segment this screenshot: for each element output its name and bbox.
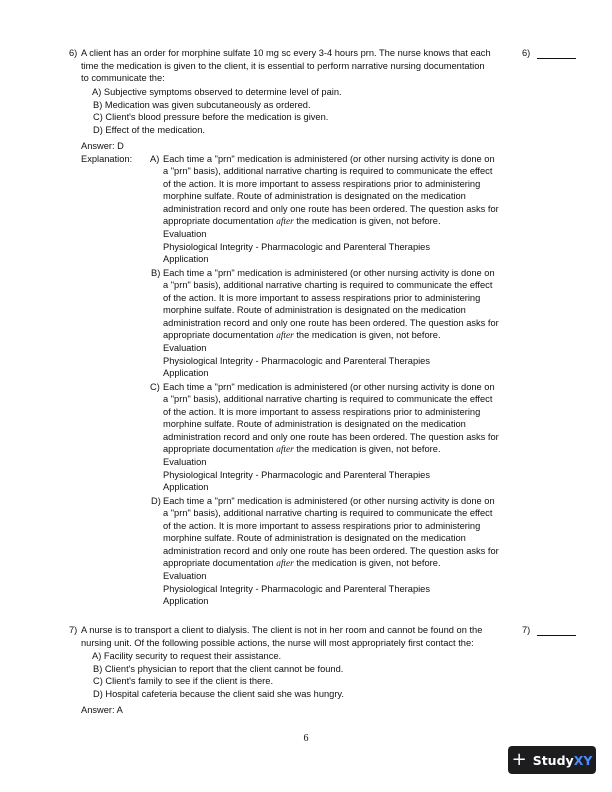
explanation-line: morphine sulfate. Route of administration is designated on the medication: [163, 419, 466, 430]
explanation-text: the medication is given, not before.: [293, 216, 441, 227]
q7-option-d: D) Hospital cafeteria because the client said she was hungry.: [93, 688, 344, 699]
explanation-line: morphine sulfate. Route of administration is designated on the medication: [163, 191, 466, 202]
explanation-line: administration record and only one route has been ordered. The question asks for: [163, 431, 499, 442]
explanation-level: Evaluation: [163, 457, 207, 468]
explanation-text: the medication is given, not before.: [293, 330, 441, 341]
explanation-block: [163, 267, 523, 380]
emphasis-text: after: [276, 445, 294, 456]
q6-answer-blank[interactable]: [537, 58, 576, 59]
explanation-letter: D): [151, 496, 161, 506]
brand-prefix: Study: [532, 752, 574, 768]
q6-option-b: B) Medication was given subcutaneously as ordered.: [93, 99, 311, 110]
explanation-level: Evaluation: [163, 229, 207, 240]
q6-option-c: C) Client's blood pressure before the medication is given.: [93, 112, 329, 122]
explanation-letter: C): [150, 382, 160, 392]
q7-number: 7): [69, 625, 78, 635]
explanation-line: Each time a "prn" medication is administered (or other nursing activity is done on: [163, 154, 495, 164]
explanation-line: of the action. It is more important to assess respirations prior to administering: [163, 520, 481, 531]
q6-stem-line-3: to communicate the:: [81, 73, 165, 83]
explanation-line: morphine sulfate. Route of administration is designated on the medication: [163, 533, 466, 544]
explanation-block: [163, 495, 523, 608]
explanation-category: Physiological Integrity - Pharmacologic and Parenteral Therapies: [163, 241, 430, 252]
explanation-level: Evaluation: [163, 571, 207, 582]
brand-suffix: XY: [573, 752, 593, 768]
explanation-skill: Application: [163, 482, 209, 493]
page-number: 6: [303, 733, 309, 744]
explanation-text: appropriate documentation: [163, 558, 277, 569]
explanation-text: appropriate documentation: [163, 444, 277, 455]
explanation-line: administration record and only one route has been ordered. The question asks for: [163, 317, 499, 328]
explanation-line: [163, 329, 523, 342]
q7-answer-blank[interactable]: [537, 635, 576, 636]
explanation-line: a "prn" basis), additional narrative charting is required to communicate the effect: [163, 508, 493, 519]
explanation-line: Each time a "prn" medication is administered (or other nursing activity is done on: [163, 268, 495, 278]
studyxy-badge[interactable]: [508, 746, 596, 774]
explanation-line: of the action. It is more important to assess respirations prior to administering: [163, 406, 481, 417]
brand-name: [533, 753, 593, 768]
explanation-line: a "prn" basis), additional narrative charting is required to communicate the effect: [163, 166, 493, 177]
explanation-text: the medication is given, not before.: [293, 444, 441, 455]
explanation-block: [163, 153, 523, 266]
explanation-line: administration record and only one route has been ordered. The question asks for: [163, 545, 499, 556]
explanation-line: of the action. It is more important to assess respirations prior to administering: [163, 292, 481, 303]
q6-stem-line-2: time the medication is given to the client, it is essential to perform narrative nursing documentation: [81, 60, 485, 71]
explanation-category: Physiological Integrity - Pharmacologic and Parenteral Therapies: [163, 583, 430, 594]
explanation-text: appropriate documentation: [163, 216, 277, 227]
explanation-line: of the action. It is more important to assess respirations prior to administering: [163, 178, 481, 189]
q7-margin-label: 7): [522, 625, 531, 635]
q7-option-a: A) Facility security to request their assistance.: [92, 651, 282, 661]
explanation-block: [163, 381, 523, 494]
explanation-level: Evaluation: [163, 343, 207, 354]
explanation-line: Each time a "prn" medication is administered (or other nursing activity is done on: [163, 496, 495, 506]
explanation-line: administration record and only one route has been ordered. The question asks for: [163, 203, 499, 214]
q6-option-d: D) Effect of the medication.: [93, 124, 205, 135]
explanation-line: [163, 557, 523, 570]
q7-answer: Answer: A: [81, 705, 123, 715]
explanation-line: [163, 215, 523, 228]
q6-answer: Answer: D: [81, 141, 124, 151]
explanation-category: Physiological Integrity - Pharmacologic and Parenteral Therapies: [163, 355, 430, 366]
emphasis-text: after: [276, 217, 294, 228]
explanation-letter: B): [151, 268, 161, 278]
emphasis-text: after: [276, 331, 294, 342]
explanation-category: Physiological Integrity - Pharmacologic and Parenteral Therapies: [163, 469, 430, 480]
explanation-line: a "prn" basis), additional narrative charting is required to communicate the effect: [163, 394, 493, 405]
q6-option-a: A) Subjective symptoms observed to determine level of pain.: [92, 87, 342, 97]
q7-stem-line-2: nursing unit. Of the following possible actions, the nurse will most appropriately first contact the:: [81, 637, 474, 648]
plus-icon: +: [511, 749, 527, 770]
q7-stem-line-1: A nurse is to transport a client to dialysis. The client is not in her room and cannot be found on the: [81, 625, 483, 635]
q6-margin-label: 6): [522, 48, 531, 58]
explanation-skill: Application: [163, 254, 209, 265]
q6-stem-line-1: A client has an order for morphine sulfate 10 mg sc every 3-4 hours prn. The nurse knows that each: [81, 48, 491, 58]
explanation-skill: Application: [163, 368, 209, 379]
explanation-text: appropriate documentation: [163, 330, 277, 341]
explanation-text: the medication is given, not before.: [293, 558, 441, 569]
explanation-skill: Application: [163, 596, 209, 607]
q6-explanation-label: Explanation:: [81, 154, 133, 164]
explanation-line: Each time a "prn" medication is administered (or other nursing activity is done on: [163, 382, 495, 392]
q6-number: 6): [69, 48, 78, 58]
explanation-line: morphine sulfate. Route of administration is designated on the medication: [163, 305, 466, 316]
q7-option-b: B) Client's physician to report that the client cannot be found.: [93, 663, 344, 674]
explanation-letter: A): [150, 154, 160, 164]
explanation-line: a "prn" basis), additional narrative charting is required to communicate the effect: [163, 280, 493, 291]
q7-option-c: C) Client's family to see if the client is there.: [93, 676, 274, 686]
emphasis-text: after: [276, 559, 294, 570]
explanation-line: [163, 443, 523, 456]
